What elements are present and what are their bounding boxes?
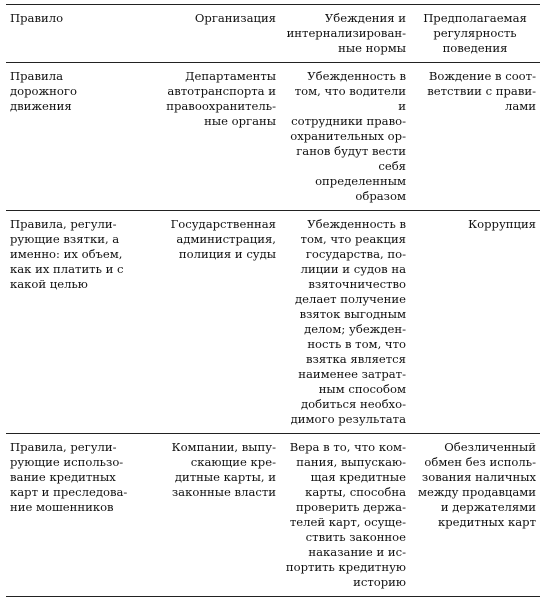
cell-expected-behavior: Коррупция — [468, 217, 536, 231]
rules-table — [6, 4, 540, 597]
table-body — [6, 63, 540, 597]
cell-expected-behavior: Вождение в соот- ветствии с прави- лами — [427, 69, 536, 113]
header-expected-behavior: Предполагаемая регулярность поведения — [423, 11, 527, 55]
cell-beliefs-norms: Убежденность в том, что реакция государства, по- лиции и судов на взяточничество делает получение взяток выгодным делом; убежден- ность в том, что взятка является наименее затрат- ным способом добиться необхо- димого результата — [290, 217, 406, 426]
header-row — [6, 5, 540, 63]
cell-expected-behavior: Обезличенный обмен без исполь- зования наличных между продавцами и держателями кредитных карт — [417, 440, 536, 529]
header-organization: Организация — [194, 11, 276, 25]
cell-rule: Правила, регули- рующие использо- вание кредитных карт и преследова- ние мошенников — [10, 440, 128, 514]
table-header — [6, 5, 540, 63]
table-row — [6, 211, 540, 434]
header-rule: Правило — [10, 11, 64, 25]
header-beliefs-norms: Убеждения и интернализирован- ные нормы — [286, 11, 406, 55]
table-row — [6, 63, 540, 211]
cell-organization: Департаменты автотранспорта и правоохранитель- ные органы — [166, 69, 276, 128]
cell-organization: Государственная администрация, полиция и суды — [170, 217, 276, 261]
cell-beliefs-norms: Вера в то, что ком- пания, выпускаю- щая кредитные карты, способна проверить держа- телей карт, осуще- ствить законное наказание и ис- портить кредитную историю — [285, 440, 406, 589]
table-row — [6, 434, 540, 597]
cell-beliefs-norms: Убежденность в том, что водители и сотрудники право- охранительных ор- ганов будут вести себя определенным образом — [290, 69, 406, 203]
cell-rule: Правила, регули- рующие взятки, а именно: их объем, как их платить и с какой целью — [10, 217, 124, 291]
cell-organization: Компании, выпу- скающие кре- дитные карты, и законные власти — [171, 440, 276, 499]
cell-rule: Правила дорожного движения — [10, 69, 77, 113]
